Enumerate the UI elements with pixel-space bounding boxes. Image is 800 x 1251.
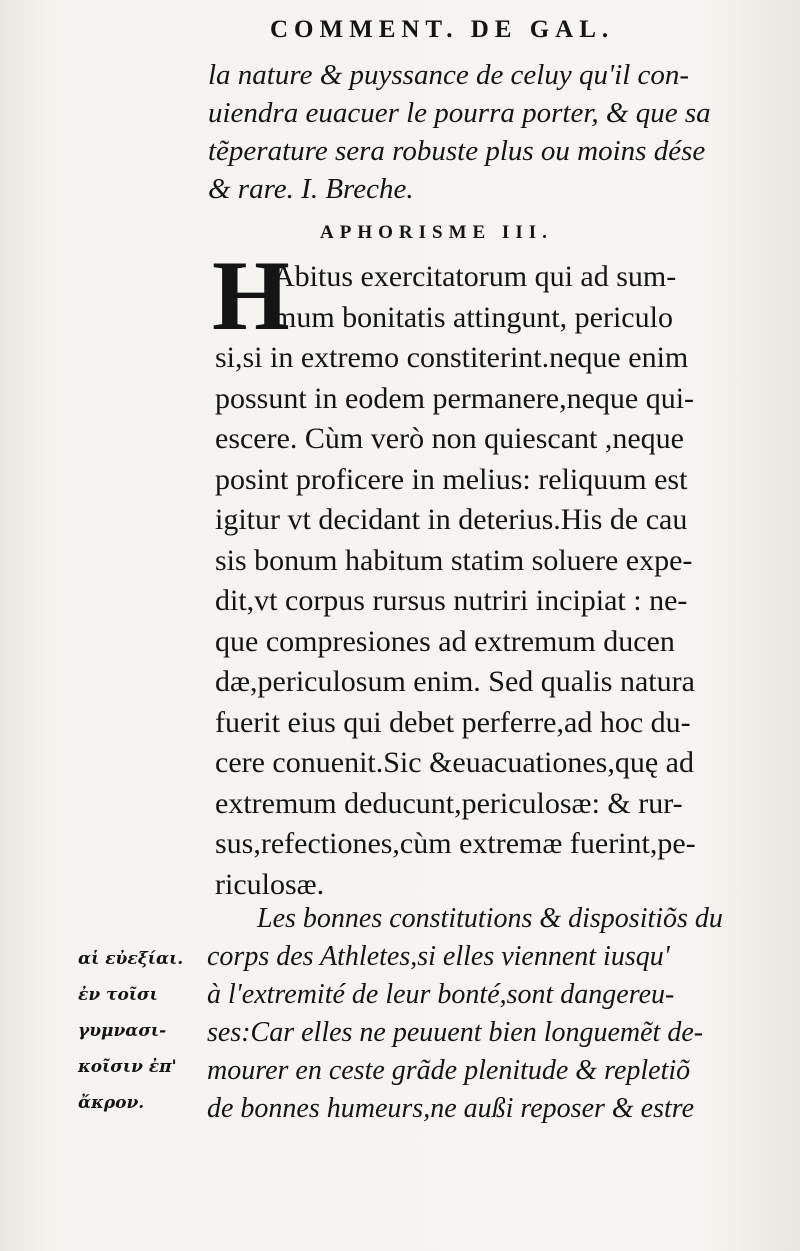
latin-line: igitur vt decidant in deterius.His de cau xyxy=(215,503,688,536)
french-line: corps des Athletes,si elles viennent iusqu' xyxy=(207,941,670,972)
greek-line: ἐν τοῖσι xyxy=(78,985,158,1005)
latin-line: Abitus exercitatorum qui ad sum- xyxy=(273,260,677,293)
intro-italic-block xyxy=(208,56,796,208)
french-line: à l'extremité de leur bonté,sont dangereu- xyxy=(207,979,675,1010)
latin-line: dæ,periculosum enim. Sed qualis natura xyxy=(215,665,695,698)
greek-line: κοῖσιν ἐπ' xyxy=(78,1057,177,1077)
french-line: Les bonnes constitutions & dispositiõs du xyxy=(257,903,723,934)
drop-cap: H xyxy=(212,240,290,351)
latin-line: que compresiones ad extremum ducen xyxy=(215,624,675,658)
latin-line: sis bonum habitum statim soluere expe- xyxy=(215,543,693,577)
latin-line: si,si in extremo constiterint.neque enim xyxy=(215,341,689,374)
french-line: mourer en ceste grãde plenitude & repletiõ xyxy=(207,1055,691,1086)
aphorism-heading: APHORISME III. xyxy=(320,222,553,243)
french-translation-block xyxy=(207,900,797,1128)
greek-line: αἱ εὐεξίαι. xyxy=(78,949,184,969)
latin-line: posint proficere in melius: reliquum est xyxy=(215,462,688,496)
latin-line: mum bonitatis attingunt, periculo xyxy=(273,300,673,334)
latin-line: cere conuenit.Sic &euacuationes,quę ad xyxy=(215,746,694,779)
intro-line: tẽperature sera robuste plus ou moins dése xyxy=(208,135,706,167)
latin-line: escere. Cùm verò non quiescant ,neque xyxy=(215,422,684,455)
latin-line: possunt in eodem permanere,neque qui- xyxy=(215,381,695,415)
french-line: de bonnes humeurs,ne außi reposer & estre xyxy=(207,1093,695,1124)
greek-line: γυμνασι- xyxy=(78,1021,167,1041)
latin-line: fuerit eius qui debet perferre,ad hoc du- xyxy=(215,705,691,739)
latin-line: sus,refectiones,cùm extremæ fuerint,pe- xyxy=(215,827,696,860)
greek-line: ἄκρον. xyxy=(78,1093,145,1113)
latin-line: extremum deducunt,periculosæ: & rur- xyxy=(215,786,683,820)
greek-marginal-note xyxy=(78,941,208,1121)
intro-line: & rare. I. Breche. xyxy=(208,173,414,205)
latin-text-block xyxy=(215,257,795,905)
intro-line: uiendra euacuer le pourra porter, & que sa xyxy=(208,97,711,129)
latin-line: dit,vt corpus rursus nutriri incipiat : ne- xyxy=(215,584,688,617)
running-header: COMMENT. DE GAL. xyxy=(270,16,615,43)
intro-line: la nature & puyssance de celuy qu'il con- xyxy=(208,59,690,91)
french-line: ses:Car elles ne peuuent bien longuemẽt de- xyxy=(207,1017,704,1048)
latin-line: riculosæ. xyxy=(215,867,325,901)
